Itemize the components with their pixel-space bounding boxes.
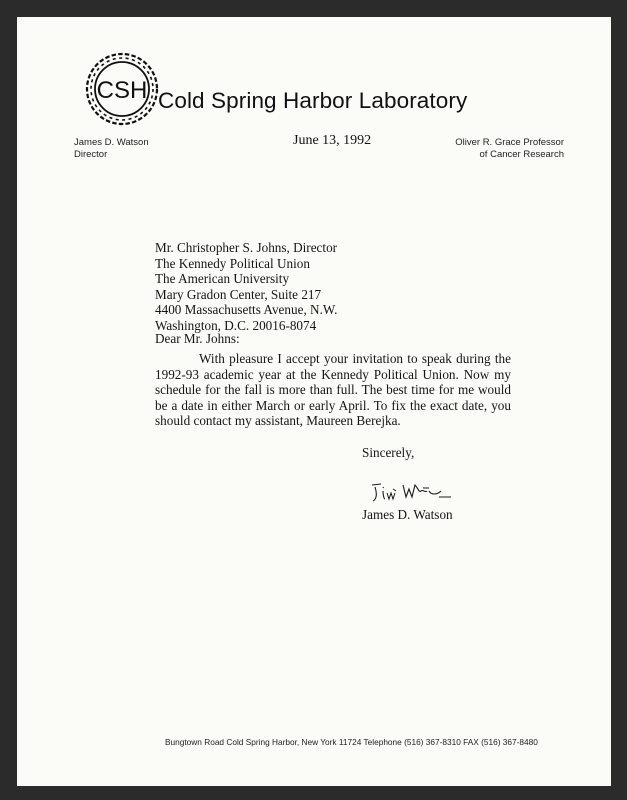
- address-line: 4400 Massachusetts Avenue, N.W.: [155, 302, 338, 318]
- closing: Sincerely,: [362, 445, 415, 460]
- address-line: Mary Gradon Center, Suite 217: [155, 286, 322, 302]
- address-line: The Kennedy Political Union: [155, 255, 310, 271]
- address-line: Mr. Christopher S. Johns, Director: [155, 240, 338, 255]
- professorship-block: [455, 137, 564, 161]
- letterhead-footer: Bungtown Road Cold Spring Harbor, New York 11724 Telephone (516) 367-8310 FAX (516) 367-8480: [165, 737, 538, 747]
- salutation: Dear Mr. Johns:: [155, 331, 240, 346]
- recipient-address: [155, 240, 337, 334]
- signer-name: James D. Watson: [362, 507, 453, 522]
- sender-block: [74, 137, 149, 161]
- address-line: Washington, D.C. 20016-8074: [155, 317, 317, 333]
- csh-logo: [77, 44, 167, 134]
- handwritten-signature: [369, 479, 453, 507]
- letter-page: [17, 17, 611, 786]
- professorship-line-2: of Cancer Research: [479, 149, 564, 160]
- institution-name: Cold Spring Harbor Laboratory: [158, 88, 468, 113]
- sender-title: Director: [74, 149, 108, 160]
- address-line: The American University: [155, 271, 290, 287]
- sender-name: James D. Watson: [74, 137, 149, 148]
- logo-text: CSH: [96, 77, 148, 104]
- body-paragraph: With pleasure I accept your invitation to speak during the 1992-93 academic year at the Kennedy Political Union. Now my schedule for the fall is more than full. The best time for me would be a date in either March or early April. To fix the exact date, you should contact my assistant, Maureen Berejka.: [155, 351, 511, 429]
- professorship-line-1: Oliver R. Grace Professor: [455, 137, 564, 148]
- letter-date: June 13, 1992: [293, 133, 372, 148]
